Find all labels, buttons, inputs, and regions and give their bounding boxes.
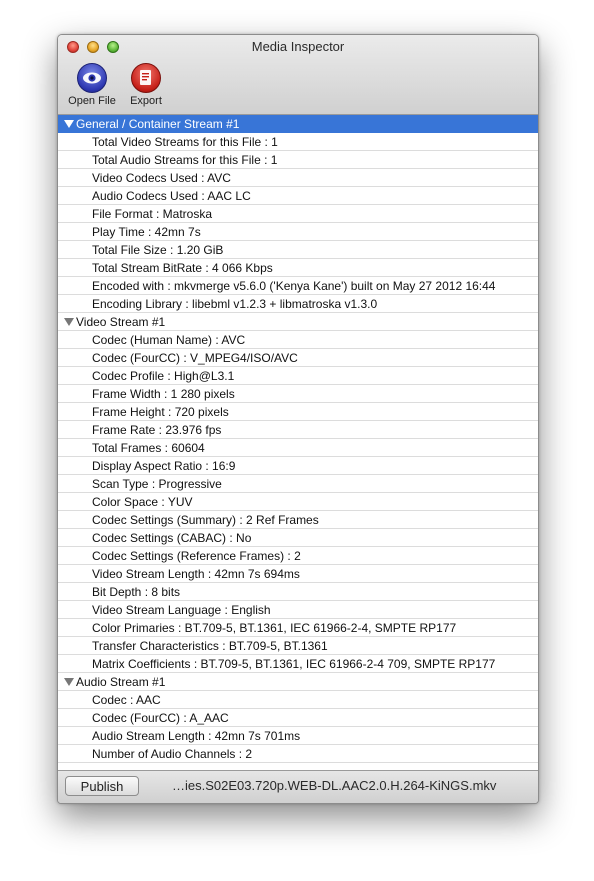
document-export-icon: [131, 63, 161, 93]
info-row[interactable]: Encoding Library : libebml v1.2.3 + libmatroska v1.3.0: [58, 295, 538, 313]
info-row[interactable]: Encoded with : mkvmerge v5.6.0 ('Kenya Kane') built on May 27 2012 16:44: [58, 277, 538, 295]
info-row[interactable]: Codec (Human Name) : AVC: [58, 331, 538, 349]
info-row[interactable]: Video Stream Language : English: [58, 601, 538, 619]
info-row[interactable]: Audio Stream Length : 42mn 7s 701ms: [58, 727, 538, 745]
info-row[interactable]: File Format : Matroska: [58, 205, 538, 223]
window-title: Media Inspector: [251, 39, 345, 54]
info-row[interactable]: Codec : AAC: [58, 691, 538, 709]
open-file-label: Open File: [68, 95, 116, 107]
disclosure-triangle-icon[interactable]: [64, 678, 74, 686]
info-row[interactable]: Frame Rate : 23.976 fps: [58, 421, 538, 439]
info-row[interactable]: Total Video Streams for this File : 1: [58, 133, 538, 151]
info-row[interactable]: Total File Size : 1.20 GiB: [58, 241, 538, 259]
info-row[interactable]: Codec Profile : High@L3.1: [58, 367, 538, 385]
section-title: Audio Stream #1: [76, 675, 166, 689]
info-row[interactable]: Video Codecs Used : AVC: [58, 169, 538, 187]
info-row[interactable]: Matrix Coefficients : BT.709-5, BT.1361, IEC 61966-2-4 709, SMPTE RP177: [58, 655, 538, 673]
info-row[interactable]: Frame Width : 1 280 pixels: [58, 385, 538, 403]
media-inspector-window: [57, 34, 539, 804]
info-row[interactable]: Play Time : 42mn 7s: [58, 223, 538, 241]
open-file-button[interactable]: [62, 63, 122, 107]
info-row[interactable]: Codec Settings (Reference Frames) : 2: [58, 547, 538, 565]
info-row[interactable]: Total Frames : 60604: [58, 439, 538, 457]
info-row[interactable]: Number of Audio Channels : 2: [58, 745, 538, 763]
publish-button[interactable]: Publish: [65, 776, 139, 796]
section-title: Video Stream #1: [76, 315, 166, 329]
info-row[interactable]: Audio Codecs Used : AAC LC: [58, 187, 538, 205]
info-row[interactable]: Codec (FourCC) : V_MPEG4/ISO/AVC: [58, 349, 538, 367]
info-row[interactable]: Video Stream Length : 42mn 7s 694ms: [58, 565, 538, 583]
info-row[interactable]: Color Space : YUV: [58, 493, 538, 511]
info-row[interactable]: Frame Height : 720 pixels: [58, 403, 538, 421]
info-row[interactable]: Codec Settings (Summary) : 2 Ref Frames: [58, 511, 538, 529]
section-header[interactable]: [58, 673, 538, 691]
export-button[interactable]: [116, 63, 176, 107]
info-row[interactable]: Codec (FourCC) : A_AAC: [58, 709, 538, 727]
info-row[interactable]: Total Audio Streams for this File : 1: [58, 151, 538, 169]
disclosure-triangle-icon[interactable]: [64, 318, 74, 326]
file-name: …ies.S02E03.720p.WEB-DL.AAC2.0.H.264-KiNGS.mkv: [172, 778, 497, 793]
info-row[interactable]: Display Aspect Ratio : 16:9: [58, 457, 538, 475]
eye-icon: [77, 63, 107, 93]
info-row[interactable]: Transfer Characteristics : BT.709-5, BT.1361: [58, 637, 538, 655]
disclosure-triangle-icon[interactable]: [64, 120, 74, 128]
info-row[interactable]: Codec Settings (CABAC) : No: [58, 529, 538, 547]
bottom-bar: [58, 770, 538, 804]
media-info-outline[interactable]: [58, 115, 538, 770]
info-row[interactable]: Color Primaries : BT.709-5, BT.1361, IEC 61966-2-4, SMPTE RP177: [58, 619, 538, 637]
section-header[interactable]: [58, 313, 538, 331]
info-row[interactable]: Total Stream BitRate : 4 066 Kbps: [58, 259, 538, 277]
section-title: General / Container Stream #1: [76, 117, 240, 131]
info-row[interactable]: Bit Depth : 8 bits: [58, 583, 538, 601]
export-label: Export: [130, 95, 162, 107]
title-bar: [58, 35, 538, 115]
info-row[interactable]: Scan Type : Progressive: [58, 475, 538, 493]
section-header[interactable]: [58, 115, 538, 133]
